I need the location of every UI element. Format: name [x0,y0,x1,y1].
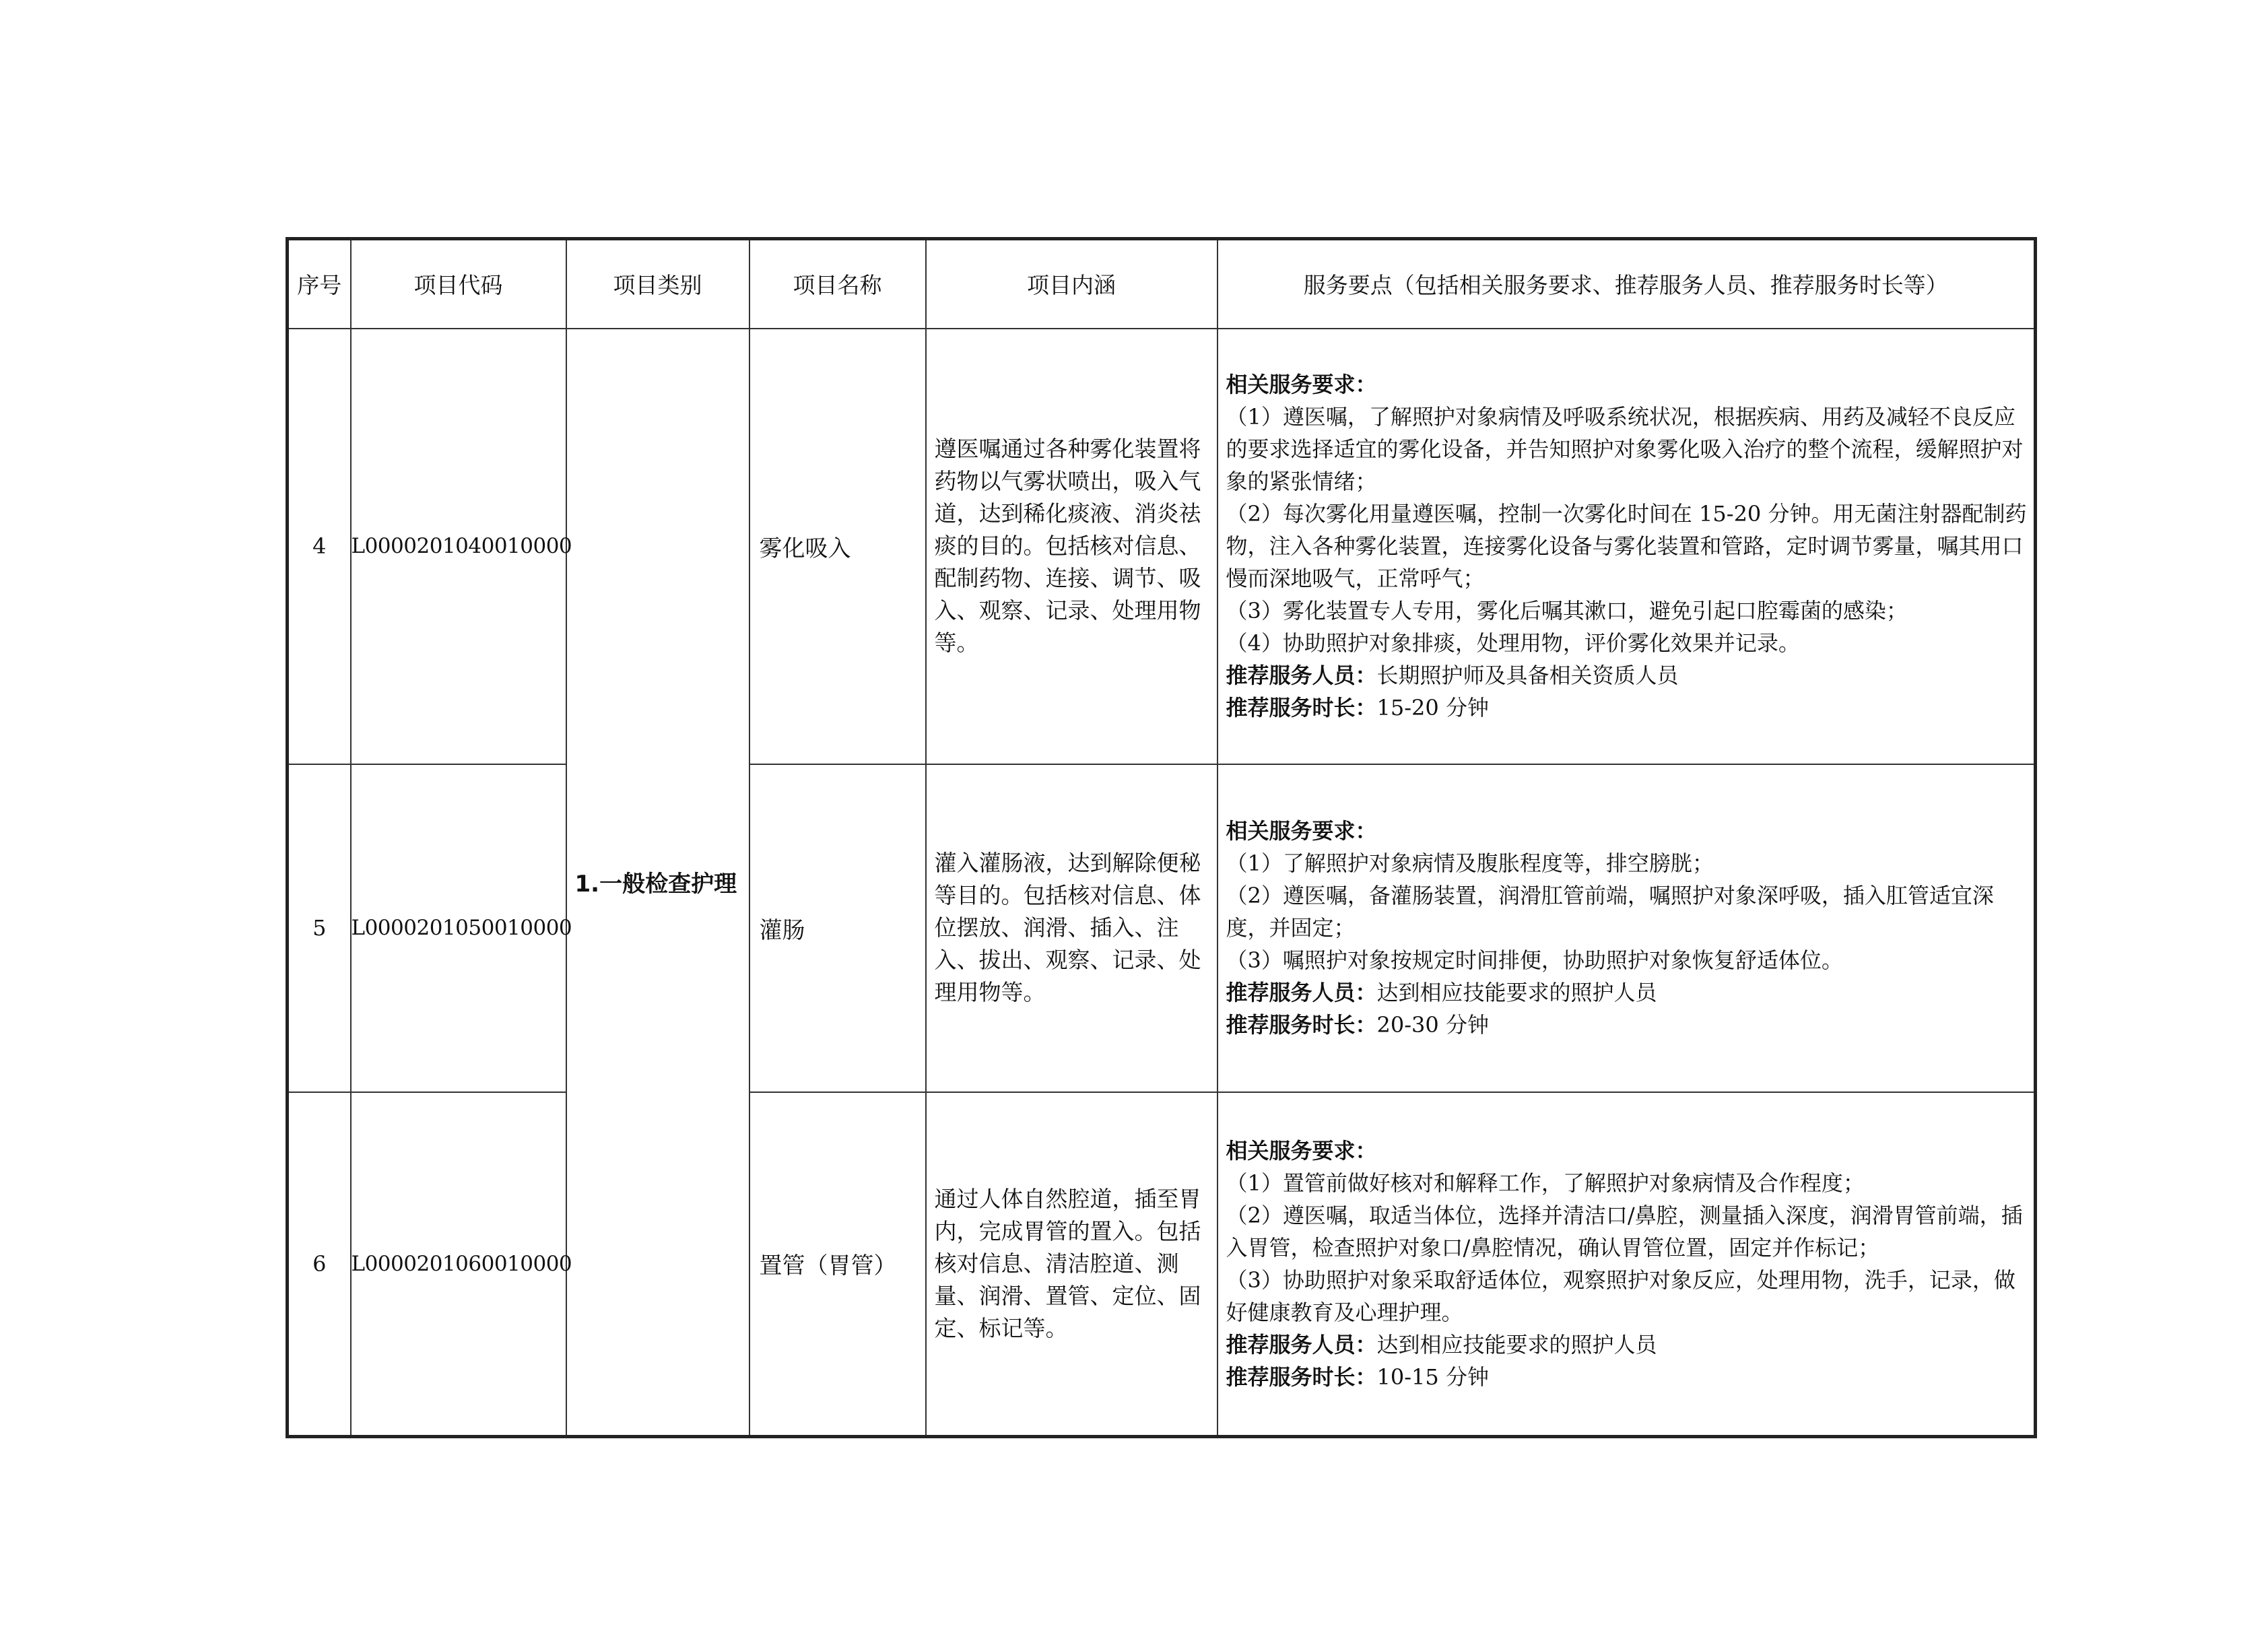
header-content: 项目内涵 [926,239,1218,329]
requirements-label: 相关服务要求： [1226,372,1377,397]
row-name: 置管（胃管） [749,1092,926,1437]
duration-value: 20-30 分钟 [1376,1012,1489,1038]
header-service: 服务要点（包括相关服务要求、推荐服务人员、推荐服务时长等） [1218,239,2036,329]
requirement-item: （2）遵医嘱，取适当体位，选择并清洁口/鼻腔，测量插入深度，润滑胃管前端，插入胃管，检查照护对象口/鼻腔情况，确认胃管位置，固定并作标记； [1226,1202,2023,1261]
staff-label: 推荐服务人员： [1226,980,1377,1005]
requirement-item: （1）了解照护对象病情及腹胀程度等，排空膀胱； [1226,850,1714,876]
row-service [1218,764,2036,1092]
duration-line [1226,692,2029,724]
row-content: 遵医嘱通过各种雾化装置将药物以气雾状喷出，吸入气道，达到稀化痰液、消炎祛痰的目的。包括核对信息、配制药物、连接、调节、吸入、观察、记录、处理用物等。 [926,329,1218,764]
row-seq: 5 [288,764,351,1092]
staff-value: 长期照护师及具备相关资质人员 [1376,663,1679,688]
row-name: 雾化吸入 [749,329,926,764]
header-row [288,239,2036,329]
duration-value: 15-20 分钟 [1376,695,1489,720]
requirement-item: （1）遵医嘱，了解照护对象病情及呼吸系统状况，根据疾病、用药及减轻不良反应的要求选择适宜的雾化设备，并告知照护对象雾化吸入治疗的整个流程，缓解照护对象的紧张情绪； [1226,404,2024,494]
requirement-item: （2）遵医嘱，备灌肠装置，润滑肛管前端，嘱照护对象深呼吸，插入肛管适宜深度，并固定； [1226,883,1994,941]
requirement-item: （3）嘱照护对象按规定时间排便，协助照护对象恢复舒适体位。 [1226,947,1843,973]
table-row [288,329,2036,764]
row-content: 通过人体自然腔道，插至胃内，完成胃管的置入。包括核对信息、清洁腔道、测量、润滑、置管、定位、固定、标记等。 [926,1092,1218,1437]
requirement-item: （2）每次雾化用量遵医嘱，控制一次雾化时间在 15-20 分钟。用无菌注射器配制药物，注入各种雾化装置，连接雾化设备与雾化装置和管路，定时调节雾量，嘱其用口慢而深地吸气，正常呼气； [1226,501,2027,591]
staff-line [1226,1329,2029,1361]
row-code: L0000201060010000 [351,1092,566,1437]
requirements-label: 相关服务要求： [1226,1137,1377,1164]
requirement-item: （3）雾化装置专人专用，雾化后嘱其漱口，避免引起口腔霉菌的感染； [1226,598,1908,624]
row-service [1218,329,2036,764]
staff-label: 推荐服务人员： [1226,663,1377,688]
header-code: 项目代码 [351,239,566,329]
table-row [288,764,2036,1092]
row-service [1218,1092,2036,1437]
duration-value: 10-15 分钟 [1376,1364,1489,1390]
header-seq: 序号 [288,239,351,329]
staff-line [1226,659,2029,692]
requirement-item: （4）协助照护对象排痰，处理用物，评价雾化效果并记录。 [1226,630,1800,656]
header-name: 项目名称 [749,239,926,329]
row-code: L0000201040010000 [351,329,566,764]
duration-line [1226,1009,2029,1041]
duration-label: 推荐服务时长： [1226,695,1377,720]
row-category: 1.一般检查护理 [566,329,749,1437]
staff-label: 推荐服务人员： [1226,1331,1377,1357]
duration-label: 推荐服务时长： [1226,1012,1377,1038]
staff-value: 达到相应技能要求的照护人员 [1376,1331,1657,1357]
row-seq: 6 [288,1092,351,1437]
requirements-label: 相关服务要求： [1226,818,1377,844]
duration-line [1226,1361,2029,1393]
row-name: 灌肠 [749,764,926,1092]
header-category: 项目类别 [566,239,749,329]
row-seq: 4 [288,329,351,764]
requirement-item: （1）置管前做好核对和解释工作，了解照护对象病情及合作程度； [1226,1170,1865,1196]
row-content: 灌入灌肠液，达到解除便秘等目的。包括核对信息、体位摆放、润滑、插入、注入、拔出、观察、记录、处理用物等。 [926,764,1218,1092]
duration-label: 推荐服务时长： [1226,1364,1377,1390]
table-row [288,1092,2036,1437]
staff-value: 达到相应技能要求的照护人员 [1376,980,1657,1005]
requirement-item: （3）协助照护对象采取舒适体位，观察照护对象反应，处理用物，洗手，记录，做好健康教育及心理护理。 [1226,1267,2015,1325]
service-items-table [286,237,2037,1438]
staff-line [1226,976,2029,1009]
row-code: L0000201050010000 [351,764,566,1092]
